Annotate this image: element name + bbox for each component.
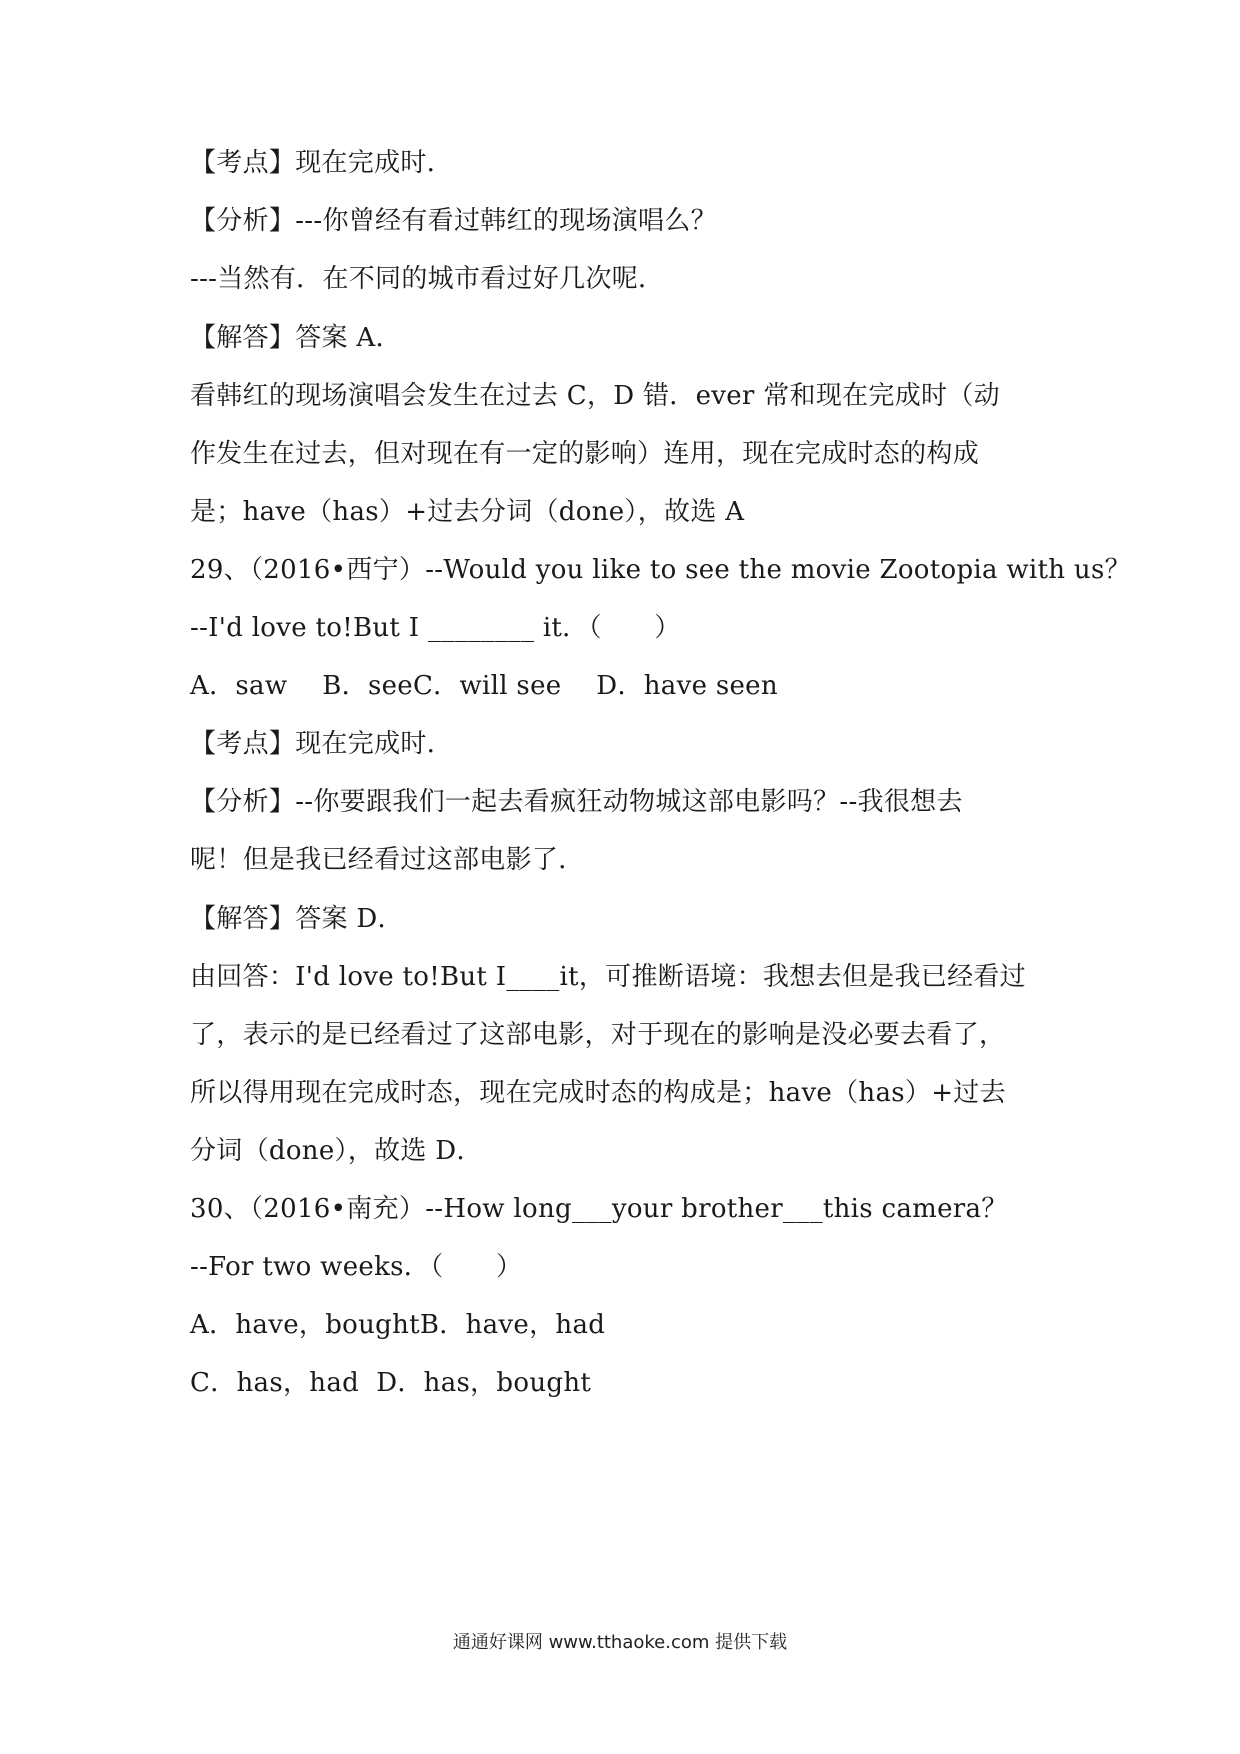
text-line-6: 作发生在过去，但对现在有一定的影响）连用，现在完成时态的构成 — [190, 439, 980, 469]
question-30-options-ab: A．have，boughtB．have，had — [190, 1310, 606, 1340]
text-line-11: 【考点】现在完成时． — [190, 729, 454, 759]
text-line-13: 呢！但是我已经看过这部电影了． — [190, 845, 585, 875]
text-line-3: ---当然有．在不同的城市看过好几次呢． — [190, 264, 665, 294]
text-line-16: 了，表示的是已经看过了这部电影，对于现在的影响是没必要去看了， — [190, 1020, 1006, 1050]
text-line-1: 【考点】现在完成时． — [190, 148, 454, 178]
footer-credit: 通通好课网 www.tthaoke.com 提供下载 — [452, 1632, 788, 1653]
text-line-17: 所以得用现在完成时态，现在完成时态的构成是；have（has）+过去 — [190, 1078, 1006, 1108]
question-29-stem: 29、（2016•西宁）--Would you like to see the movie Zootopia with us？ — [190, 555, 1131, 585]
question-30-answer: --For two weeks．（ ） — [190, 1252, 523, 1282]
text-line-5: 看韩红的现场演唱会发生在过去 C，D 错．ever 常和现在完成时（动 — [190, 381, 1000, 411]
question-30-stem: 30、（2016•南充）--How long___your brother___this camera？ — [190, 1194, 1008, 1224]
text-line-14: 【解答】答案 D． — [190, 904, 404, 934]
question-29-blank: --I'd love to!But I ________ it．（ ） — [190, 613, 681, 643]
text-line-12: 【分析】--你要跟我们一起去看疯狂动物城这部电影吗？--我很想去 — [190, 787, 963, 817]
question-30-options-cd: C．has，had D．has，bought — [190, 1368, 592, 1398]
text-line-15: 由回答：I'd love to!But I____it，可推断语境：我想去但是我已经看过 — [190, 962, 1026, 992]
text-line-4: 【解答】答案 A． — [190, 323, 402, 353]
text-line-2: 【分析】---你曾经有看过韩红的现场演唱么？ — [190, 206, 717, 236]
question-29-options: A．saw B．seeC．will see D．have seen — [190, 671, 778, 701]
text-line-7: 是；have（has）+过去分词（done），故选 A — [190, 497, 745, 527]
text-line-18: 分词（done），故选 D． — [190, 1136, 483, 1166]
